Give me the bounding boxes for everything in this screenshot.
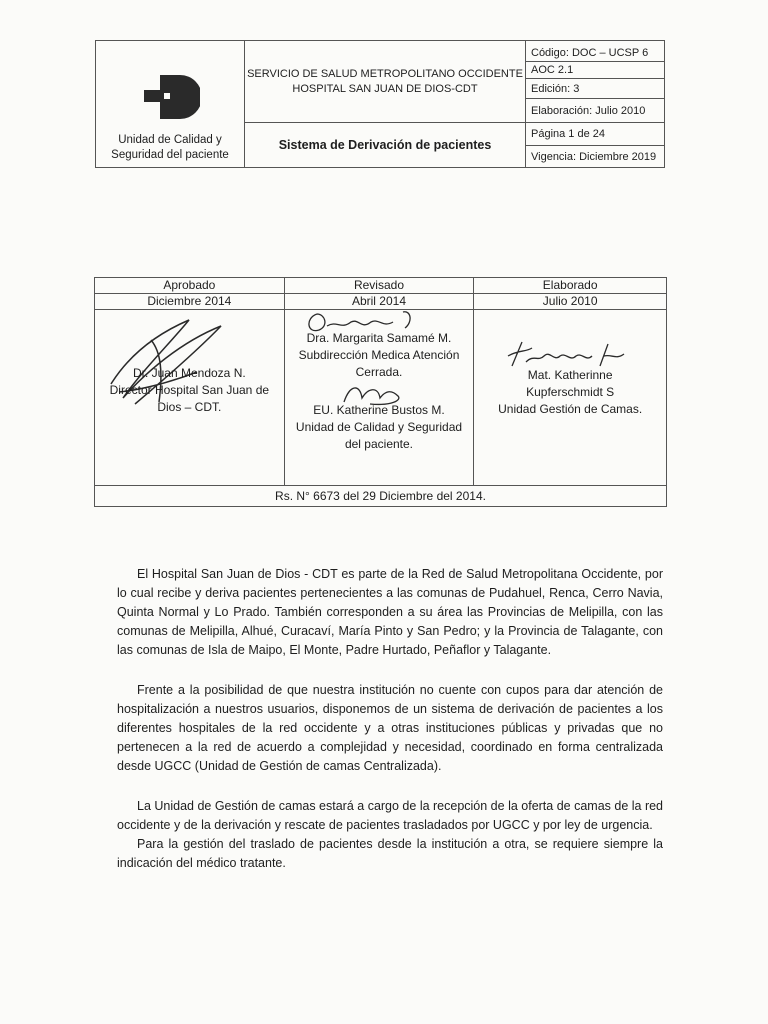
page-number: Página 1 de 24 — [531, 128, 606, 140]
paragraph-derivation-system: Frente a la posibilidad de que nuestra institución no cuente con cupos para dar atención de hospitalización a nuestros usuarios, disponemos de un sistema de derivación de pacientes a los diferentes hospitales de la red occidente y a otras instituciones públicas y privadas que no pertenecen a la red de acuerdo a complejidad y necesidad, coordinado en forma centralizada desde UGCC (Unidad de Gestión de camas Centralizada). — [117, 683, 663, 773]
document-code-sub: AOC 2.1 — [531, 64, 574, 76]
document-elaboration: Elaboración: Julio 2010 — [531, 104, 646, 117]
elaboration-cell — [526, 99, 665, 123]
paragraph-physician-indication: Para la gestión del traslado de pacientes desde la institución a otra, se requiere siempre la indicación del médico tratante. — [117, 837, 663, 870]
resolution-number: Rs. N° 6673 del 29 Diciembre del 2014. — [275, 489, 486, 503]
reviewer1-name: Dra. Margarita Samamé M. — [306, 331, 452, 345]
unit-name: Unidad de Calidad y Seguridad del paciente — [111, 134, 229, 161]
paragraph-network: El Hospital San Juan de Dios - CDT es parte de la Red de Salud Metropolitana Occidente, por lo cual recibe y deriva pacientes pertenecientes a las comunas de Pudahuel, Renca, Cerro Navia, Quinta Normal y Lo Prado. También corresponden a su área las Provincias de Melipilla, con las comunas de Melipilla, Alhué, Curacaví, María Pinto y San Pedro; y la Provincia de Talagante, con las comunas de Isla de Maipo, El Monte, Padre Hurtado, Peñaflor y Talagante. — [117, 567, 663, 657]
code-cell — [526, 41, 665, 62]
document-header-table — [95, 40, 665, 168]
reviewer1-role: Subdirección Medica Atención Cerrada. — [298, 348, 460, 379]
page-cell — [526, 123, 665, 146]
hospital-logo-icon — [140, 71, 200, 123]
resolution-cell — [95, 486, 667, 507]
validity-cell — [526, 146, 665, 168]
elaborated-date: Julio 2010 — [474, 294, 667, 310]
document-title: Sistema de Derivación de pacientes — [278, 137, 492, 152]
elaborator-cell — [474, 310, 667, 486]
approver-role: Director Hospital San Juan de Dios – CDT. — [109, 383, 270, 414]
reviewer-cell — [284, 310, 474, 486]
document-body — [117, 565, 663, 894]
document-code: Código: DOC – UCSP 6 — [531, 47, 649, 59]
document-edition: Edición: 3 — [531, 82, 580, 95]
elaborated-header: Elaborado — [474, 278, 667, 294]
elaborator-role: Unidad Gestión de Camas. — [498, 402, 643, 416]
approved-header: Aprobado — [95, 278, 285, 294]
approver-name: Dr. Juan Mendoza N. — [132, 366, 246, 380]
approver-cell — [95, 310, 285, 486]
title-cell — [245, 123, 526, 168]
paragraph-bed-management: La Unidad de Gestión de camas estará a cargo de la recepción de la oferta de camas de la red occidente y de la derivación y rescate de pacientes trasladados por UGCC y por ley de urgencia. — [117, 799, 664, 832]
unit-cell — [96, 41, 245, 168]
elaborator-name: Mat. Katherinne Kupferschmidt S — [526, 368, 615, 399]
reviewed-date: Abril 2014 — [284, 294, 474, 310]
approved-date: Diciembre 2014 — [95, 294, 285, 310]
institution-cell — [245, 41, 526, 123]
institution-line1: SERVICIO DE SALUD METROPOLITANO OCCIDENTE — [247, 67, 523, 80]
code-sub-cell — [526, 62, 665, 79]
reviewed-header: Revisado — [284, 278, 474, 294]
reviewer2-role: Unidad de Calidad y Seguridad del paciente. — [295, 420, 463, 451]
approval-table — [94, 277, 667, 507]
institution-line2: HOSPITAL SAN JUAN DE DIOS-CDT — [292, 82, 478, 95]
document-validity: Vigencia: Diciembre 2019 — [531, 150, 657, 163]
reviewer2-name: EU. Katherine Bustos M. — [313, 403, 445, 417]
edition-cell — [526, 79, 665, 99]
